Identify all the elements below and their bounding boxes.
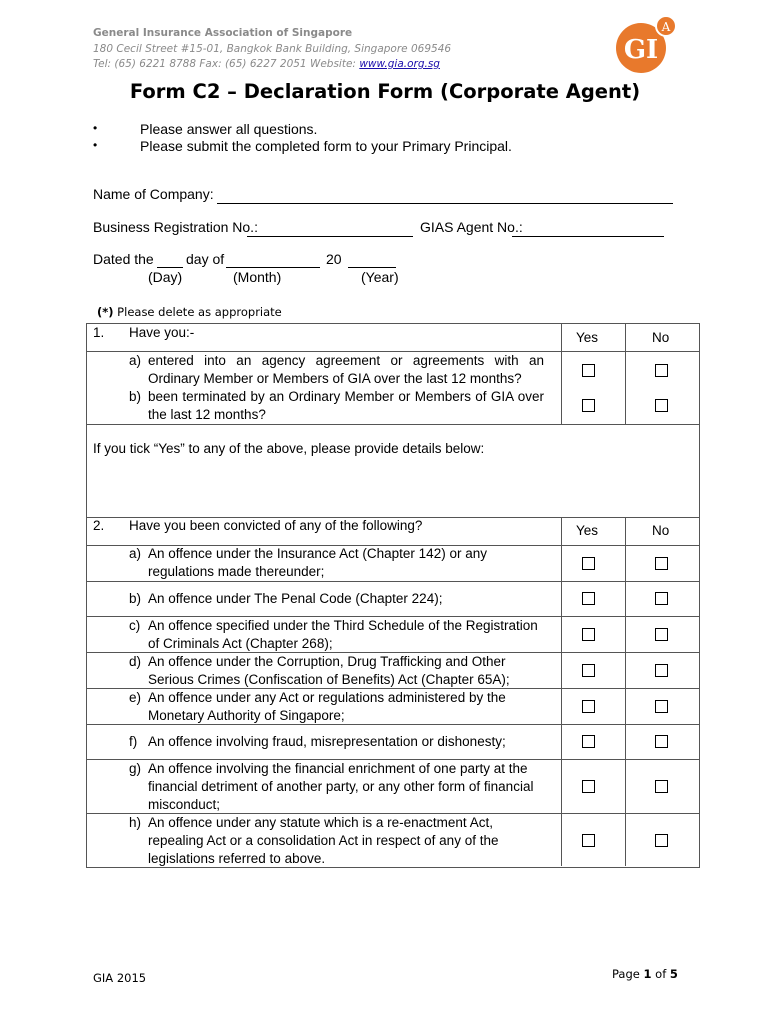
section2-no-header: No bbox=[652, 523, 670, 538]
section2-d-yes-checkbox[interactable] bbox=[582, 664, 595, 677]
section2-g-yes-checkbox[interactable] bbox=[582, 780, 595, 793]
page-number bbox=[612, 967, 678, 981]
section2-item-f: An offence involving fraud, misrepresentation or dishonesty; bbox=[148, 734, 506, 749]
section2-c-no-checkbox[interactable] bbox=[655, 628, 668, 641]
section2-a-no-checkbox[interactable] bbox=[655, 557, 668, 570]
section1-yes-header: Yes bbox=[576, 330, 599, 345]
org-address: 180 Cecil Street #15-01, Bangkok Bank Building, Singapore 069546 bbox=[93, 42, 452, 55]
org-name: General Insurance Association of Singapore bbox=[93, 27, 353, 39]
section2-item-a: An offence under the Insurance Act (Chapter 142) or any regulations made thereunder; bbox=[148, 546, 487, 579]
section2-c-yes-checkbox[interactable] bbox=[582, 628, 595, 641]
page-label: Page bbox=[612, 967, 644, 981]
business-reg-field[interactable] bbox=[247, 236, 413, 237]
section2-item-g: An offence involving the financial enrichment of one party at the financial detriment of another party, or any other form of financial misconduct; bbox=[148, 761, 534, 812]
page-title: Form C2 – Declaration Form (Corporate Agent) bbox=[129, 80, 641, 103]
section1-no-header: No bbox=[652, 330, 670, 345]
section1-a-yes-checkbox[interactable] bbox=[582, 364, 595, 377]
section2-item-d: An offence under the Corruption, Drug Trafficking and Other Serious Crimes (Confiscation of Benefits) Act (Chapter 65A); bbox=[148, 654, 510, 687]
business-reg-label: Business Registration No.: bbox=[93, 219, 258, 235]
dated-label: Dated the bbox=[93, 251, 154, 267]
item-letter: g) bbox=[129, 761, 142, 776]
item-letter: b) bbox=[129, 389, 142, 404]
page-total: 5 bbox=[669, 967, 678, 981]
instruction-text: Please submit the completed form to your Primary Principal. bbox=[140, 138, 512, 154]
section2-a-yes-checkbox[interactable] bbox=[582, 557, 595, 570]
section2-number: 2. bbox=[93, 518, 105, 533]
section2-yes-header: Yes bbox=[576, 523, 599, 538]
col-divider bbox=[625, 323, 626, 424]
delete-note bbox=[97, 305, 282, 319]
section1-item-b: been terminated by an Ordinary Member or Members of GIA over the last 12 months? bbox=[148, 389, 544, 422]
row-divider bbox=[86, 424, 700, 425]
section1-number: 1. bbox=[93, 325, 105, 340]
col-divider bbox=[561, 323, 562, 424]
item-letter: b) bbox=[129, 591, 142, 606]
section2-question: Have you been convicted of any of the following? bbox=[129, 518, 423, 533]
day-of-label: day of bbox=[186, 251, 225, 267]
letterhead bbox=[93, 26, 451, 73]
section2-item-e: An offence under any Act or regulations administered by the Monetary Authority of Singapore; bbox=[148, 690, 506, 723]
section2-g-no-checkbox[interactable] bbox=[655, 780, 668, 793]
bullet-icon: • bbox=[93, 138, 98, 152]
section2-b-yes-checkbox[interactable] bbox=[582, 592, 595, 605]
page-current: 1 bbox=[643, 967, 652, 981]
section1-item-a: entered into an agency agreement or agreements with an Ordinary Member or Members of GIA over the last 12 months? bbox=[148, 353, 544, 386]
gia-logo bbox=[611, 14, 679, 76]
contact-text: Tel: (65) 6221 8788 Fax: (65) 6227 2051 Website: bbox=[93, 58, 360, 70]
day-caption: (Day) bbox=[148, 269, 183, 285]
month-field[interactable] bbox=[226, 267, 320, 268]
item-letter: c) bbox=[129, 618, 141, 633]
org-contact bbox=[93, 57, 451, 73]
section2-b-no-checkbox[interactable] bbox=[655, 592, 668, 605]
logo-sup: A bbox=[661, 20, 671, 34]
section2-item-b: An offence under The Penal Code (Chapter 224); bbox=[148, 591, 443, 606]
item-letter: h) bbox=[129, 815, 142, 830]
company-name-label: Name of Company: bbox=[93, 186, 214, 202]
section1-question: Have you:- bbox=[129, 325, 195, 340]
item-letter: f) bbox=[129, 734, 138, 749]
month-caption: (Month) bbox=[233, 269, 282, 285]
details-area[interactable] bbox=[90, 462, 695, 514]
year-caption: (Year) bbox=[361, 269, 399, 285]
delete-note-text: Please delete as appropriate bbox=[113, 305, 282, 319]
item-letter: a) bbox=[129, 546, 142, 561]
item-letter: d) bbox=[129, 654, 142, 669]
year-field[interactable] bbox=[348, 267, 396, 268]
section2-item-c: An offence specified under the Third Schedule of the Registration of Criminals Act (Chapter 268); bbox=[148, 618, 538, 651]
section1-b-no-checkbox[interactable] bbox=[655, 399, 668, 412]
gias-agent-label: GIAS Agent No.: bbox=[420, 219, 523, 235]
logo-text: GI bbox=[623, 35, 659, 65]
footer-left: GIA 2015 bbox=[93, 971, 147, 985]
section2-f-yes-checkbox[interactable] bbox=[582, 735, 595, 748]
section2-e-yes-checkbox[interactable] bbox=[582, 700, 595, 713]
website-link[interactable]: www.gia.org.sg bbox=[359, 58, 440, 70]
details-prompt: If you tick “Yes” to any of the above, please provide details below: bbox=[93, 441, 485, 456]
section1-a-no-checkbox[interactable] bbox=[655, 364, 668, 377]
section2-d-no-checkbox[interactable] bbox=[655, 664, 668, 677]
item-letter: e) bbox=[129, 690, 142, 705]
section2-h-yes-checkbox[interactable] bbox=[582, 834, 595, 847]
section2-h-no-checkbox[interactable] bbox=[655, 834, 668, 847]
page-of: of bbox=[651, 967, 670, 981]
section2-e-no-checkbox[interactable] bbox=[655, 700, 668, 713]
gias-agent-field[interactable] bbox=[512, 236, 664, 237]
section2-item-h: An offence under any statute which is a re-enactment Act, repealing Act or a consolidation Act in respect of any of the legislations referred to above. bbox=[148, 815, 499, 866]
section1-b-yes-checkbox[interactable] bbox=[582, 399, 595, 412]
delete-note-mark: (*) bbox=[97, 305, 114, 319]
day-field[interactable] bbox=[157, 267, 183, 268]
year-prefix: 20 bbox=[326, 251, 342, 267]
section2-f-no-checkbox[interactable] bbox=[655, 735, 668, 748]
item-letter: a) bbox=[129, 353, 142, 368]
instruction-text: Please answer all questions. bbox=[140, 121, 318, 137]
company-name-field[interactable] bbox=[217, 203, 673, 204]
bullet-icon: • bbox=[93, 121, 98, 135]
row-divider bbox=[86, 581, 700, 582]
